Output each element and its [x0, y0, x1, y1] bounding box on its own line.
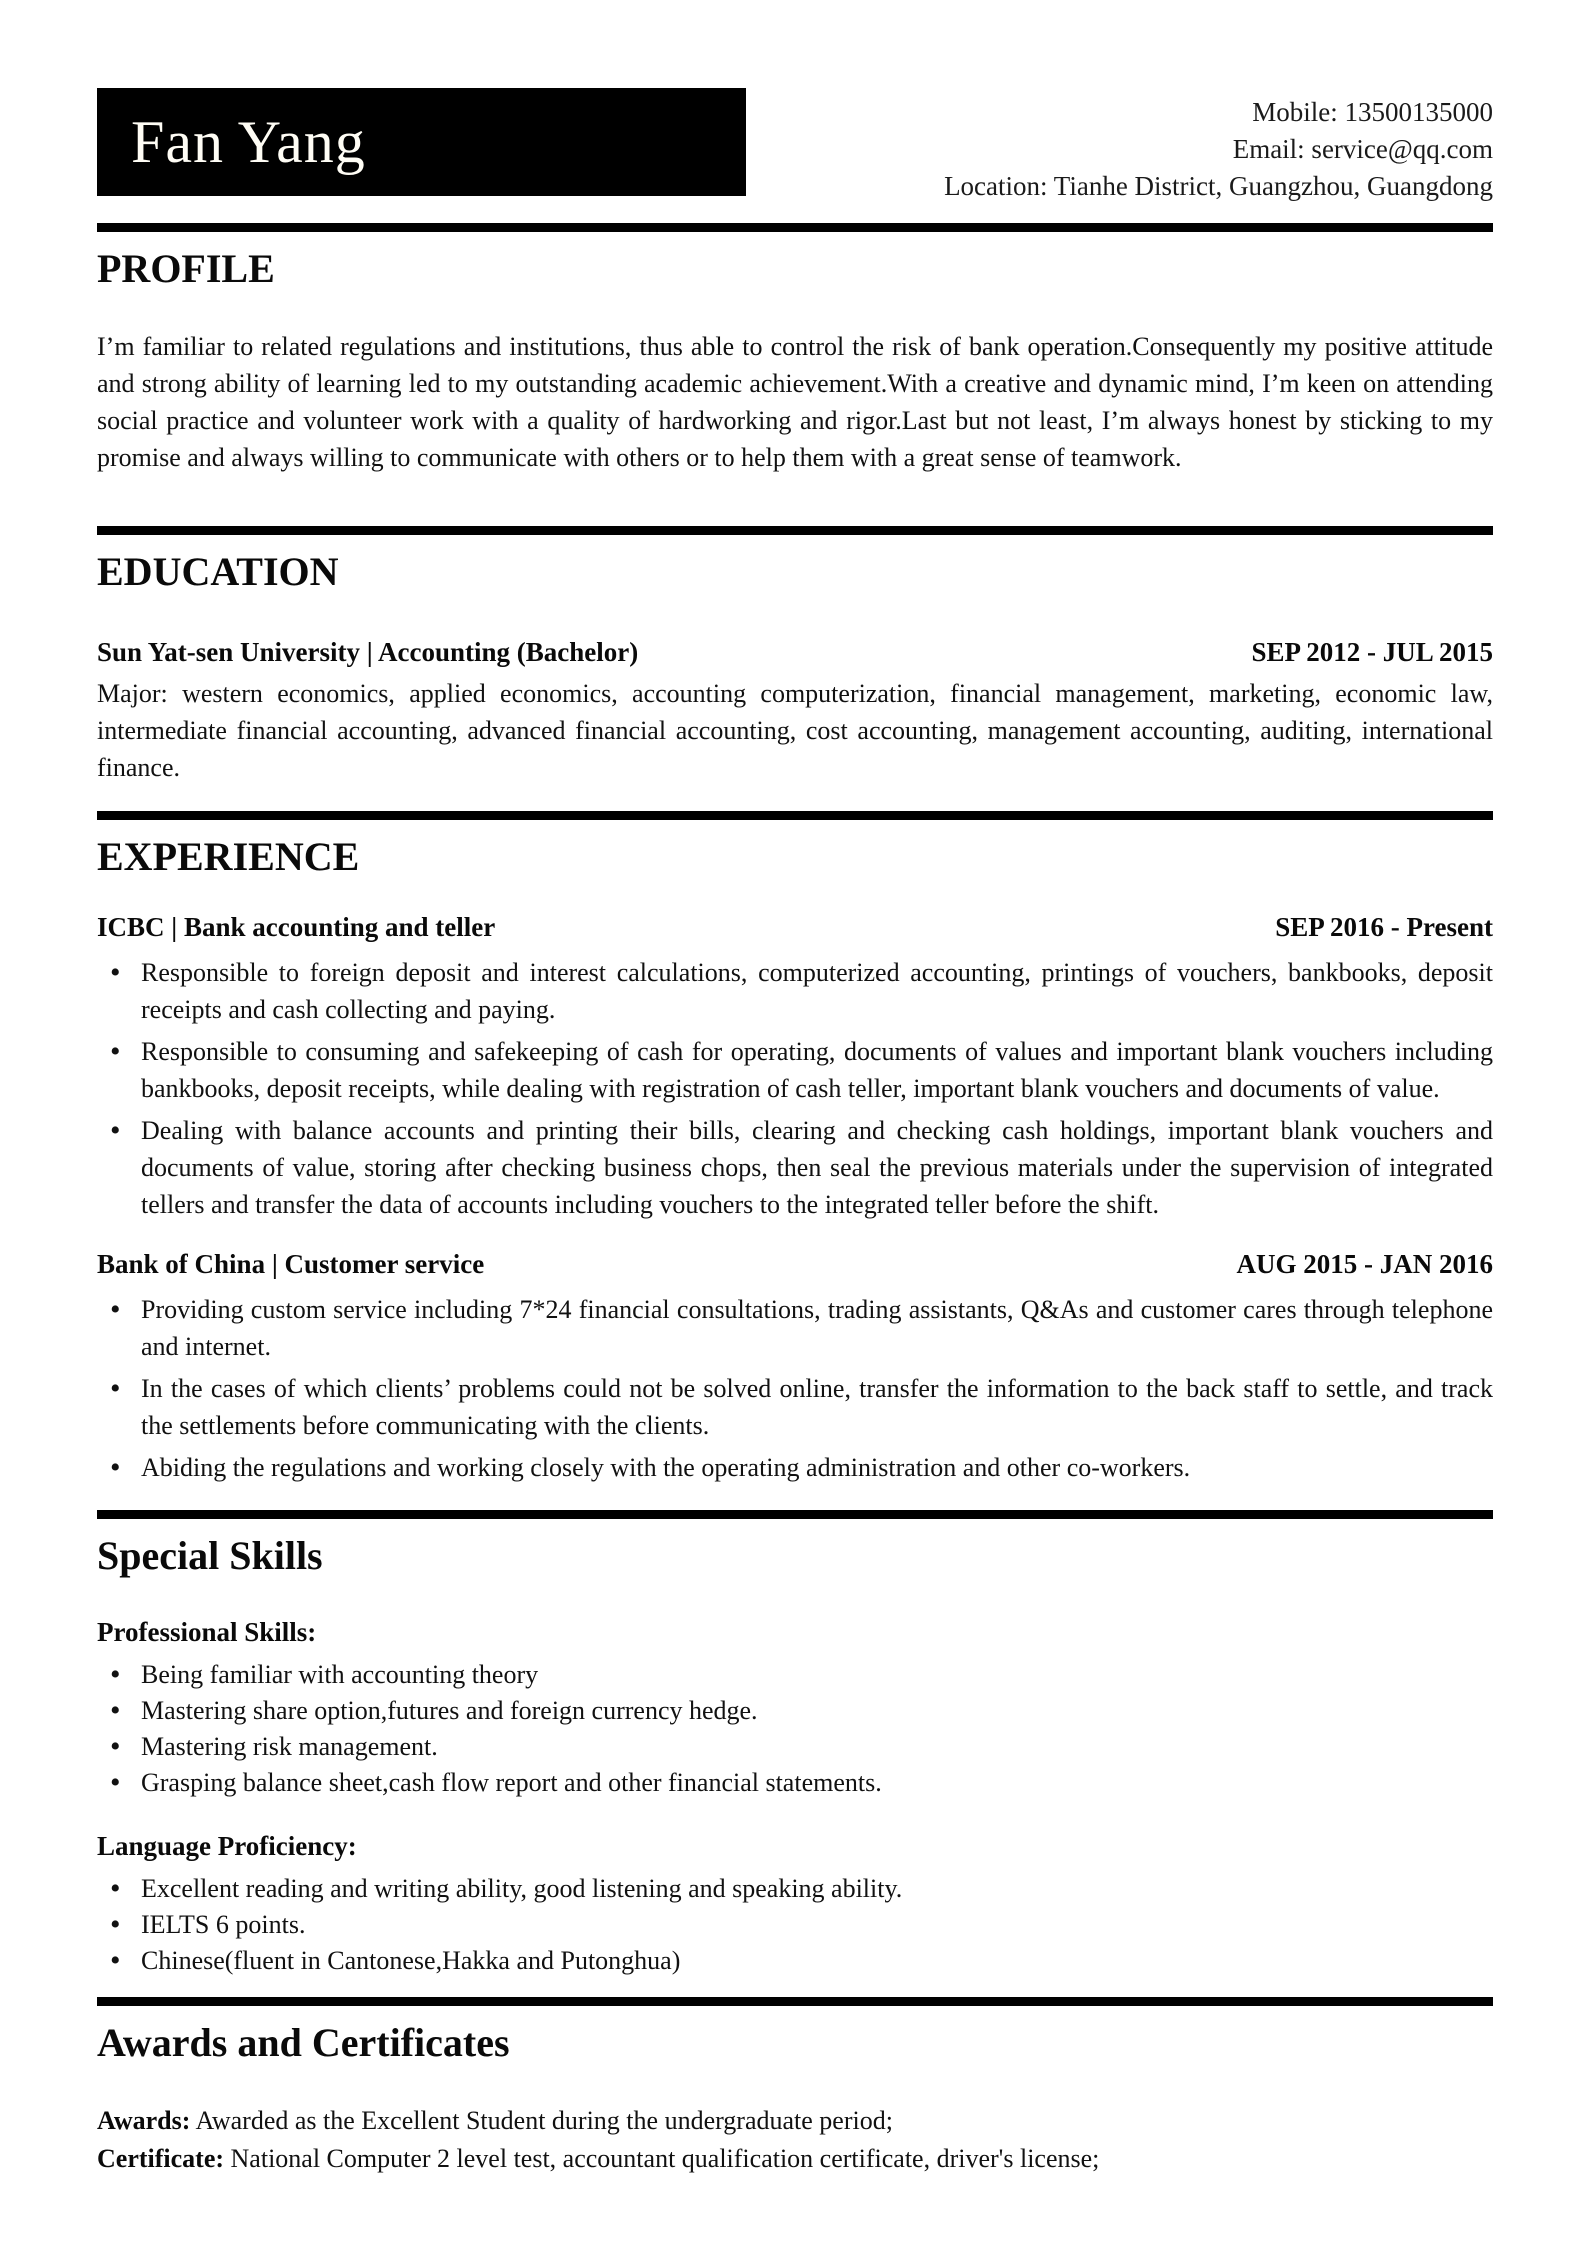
skills-group-heading: Professional Skills: — [97, 1617, 317, 1647]
section-divider — [97, 1510, 1493, 1519]
education-entry-header — [97, 635, 1493, 669]
certificate-line — [97, 2140, 1493, 2178]
profile-text: I’m familiar to related regulations and institutions, thus able to control the risk of bank operation.Consequently my positive attitude and strong ability of learning led to my outstanding academic achievement.With a creative and dynamic mind, I’m keen on attending social practice and volunteer work with a quality of hardworking and rigor.Last but not least, I’m always honest by sticking to my promise and always willing to communicate with others or to help them with a great sense of teamwork. — [97, 332, 1493, 472]
job-bullet: • Dealing with balance accounts and printing their bills, clearing and checking cash holdings, important blank vouchers and documents of value, storing after checking business chops, then seal the previous materials under the supervision of integrated tellers and transfer the data of accounts including vouchers to the integrated teller before the shift. — [97, 1112, 1493, 1223]
contact-email: Email: service@qq.com — [1232, 134, 1493, 164]
awards-label: Awards: — [97, 2106, 191, 2135]
job-header — [97, 1247, 1493, 1281]
section-profile — [97, 223, 1493, 476]
skill-bullet: • Mastering risk management. — [97, 1729, 1493, 1765]
contact-location: Location: Tianhe District, Guangzhou, Guangdong — [944, 171, 1493, 201]
job-bullets — [97, 1291, 1493, 1486]
profile-title: PROFILE — [97, 246, 275, 291]
skills-title: Special Skills — [97, 1533, 323, 1578]
job-company: ICBC | Bank accounting and teller — [97, 912, 496, 942]
skills-bullets — [97, 1871, 1493, 1979]
candidate-name: Fan Yang — [131, 108, 366, 175]
skill-bullet: • Grasping balance sheet,cash flow report and other financial statements. — [97, 1765, 1493, 1801]
job-bullet: • Abiding the regulations and working closely with the operating administration and other co-workers. — [97, 1449, 1493, 1486]
skills-group-heading: Language Proficiency: — [97, 1831, 357, 1861]
job-dates: AUG 2015 - JAN 2016 — [1236, 1249, 1493, 1279]
skill-bullet: • Excellent reading and writing ability, good listening and speaking ability. — [97, 1871, 1493, 1907]
skill-bullet: • Being familiar with accounting theory — [97, 1657, 1493, 1693]
certificate-text: National Computer 2 level test, accountant qualification certificate, driver's license; — [224, 2144, 1100, 2173]
skill-bullet: • IELTS 6 points. — [97, 1907, 1493, 1943]
header — [97, 0, 1493, 223]
section-divider — [97, 526, 1493, 535]
job-company: Bank of China | Customer service — [97, 1249, 485, 1279]
section-awards — [97, 1997, 1493, 2178]
contact-mobile: Mobile: 13500135000 — [1252, 97, 1493, 127]
section-experience — [97, 811, 1493, 1486]
skill-bullet: • Chinese(fluent in Cantonese,Hakka and Putonghua) — [97, 1943, 1493, 1979]
awards-text: Awarded as the Excellent Student during the undergraduate period; — [190, 2106, 893, 2135]
section-skills — [97, 1510, 1493, 1979]
job-bullet: • In the cases of which clients’ problems could not be solved online, transfer the information to the back staff to settle, and track the settlements before communicating with the clients. — [97, 1370, 1493, 1444]
contact-info — [944, 94, 1493, 205]
certificate-label: Certificate: — [97, 2144, 225, 2173]
job-bullet: • Providing custom service including 7*24 financial consultations, trading assistants, Q&As and customer cares through telephone and internet. — [97, 1291, 1493, 1365]
experience-title: EXPERIENCE — [97, 834, 360, 879]
job-dates: SEP 2016 - Present — [1275, 912, 1493, 942]
section-divider — [97, 811, 1493, 820]
skill-bullet: • Mastering share option,futures and foreign currency hedge. — [97, 1693, 1493, 1729]
section-divider — [97, 1997, 1493, 2006]
name-banner — [97, 88, 746, 196]
education-major: Major: western economics, applied economics, accounting computerization, financial management, marketing, economic law, intermediate financial accounting, advanced financial accounting, cost accounting, management accounting, auditing, international finance. — [97, 679, 1493, 782]
education-dates: SEP 2012 - JUL 2015 — [1251, 637, 1493, 667]
skills-bullets — [97, 1657, 1493, 1801]
education-title: EDUCATION — [97, 549, 339, 594]
awards-title: Awards and Certificates — [97, 2020, 510, 2065]
section-divider — [97, 223, 1493, 232]
job-header — [97, 910, 1493, 944]
section-education — [97, 526, 1493, 786]
awards-line — [97, 2102, 1493, 2140]
education-school: Sun Yat-sen University | Accounting (Bachelor) — [97, 637, 639, 667]
job-bullet: • Responsible to consuming and safekeeping of cash for operating, documents of values and important blank vouchers including bankbooks, deposit receipts, while dealing with registration of cash teller, important blank vouchers and documents of value. — [97, 1033, 1493, 1107]
job-bullets — [97, 954, 1493, 1223]
awards-lines — [97, 2102, 1493, 2178]
job-bullet: • Responsible to foreign deposit and interest calculations, computerized accounting, printings of vouchers, bankbooks, deposit receipts and cash collecting and paying. — [97, 954, 1493, 1028]
